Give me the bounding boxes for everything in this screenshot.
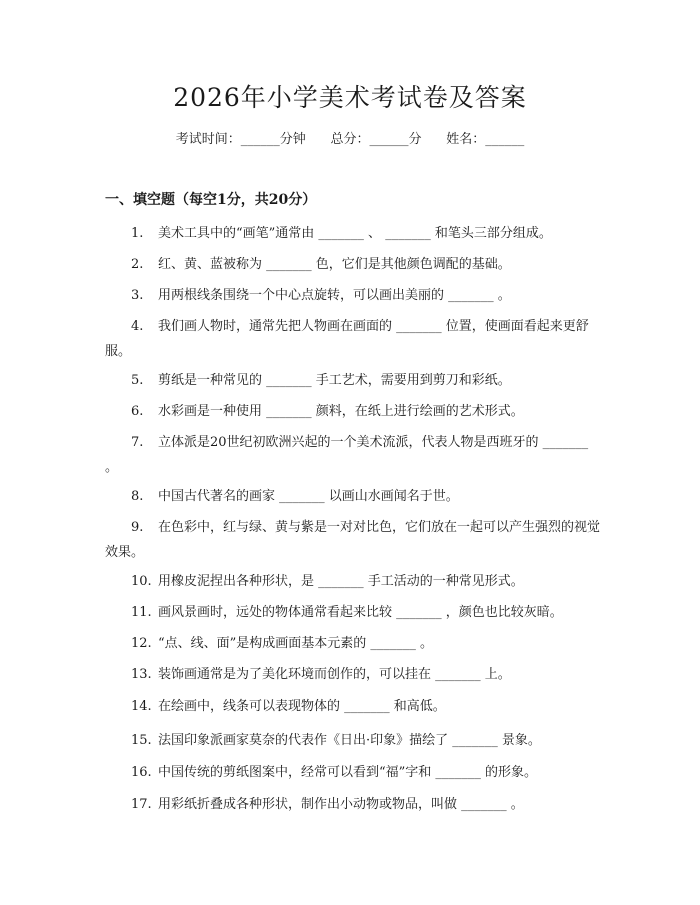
question-text: 美术工具中的“画笔”通常由 _______ 、 _______ 和笔头三部分组成。	[158, 226, 552, 241]
question-text: 装饰画通常是为了美化环境而创作的，可以挂在 _______ 上。	[158, 667, 511, 682]
question-number: 15.	[131, 733, 152, 748]
question-text: 在绘画中，线条可以表现物体的 _______ 和高低。	[158, 699, 446, 714]
question-text: 剪纸是一种常见的 _______ 手工艺术，需要用到剪刀和彩纸。	[158, 373, 511, 388]
question-number: 5.	[131, 373, 144, 388]
question-item	[105, 430, 605, 480]
question-text: 水彩画是一种使用 _______ 颜料，在纸上进行绘画的艺术形式。	[158, 404, 524, 419]
question-number: 16.	[131, 765, 152, 780]
question-item	[105, 283, 605, 308]
question-item	[105, 221, 605, 246]
question-item	[105, 760, 605, 785]
question-item	[105, 399, 605, 424]
question-text: 我们画人物时，通常先把人物画在画面的 _______ 位置，使画面看起来更舒服。	[105, 319, 589, 359]
question-text: 红、黄、蓝被称为 _______ 色，它们是其他颜色调配的基础。	[158, 257, 511, 272]
question-item	[105, 252, 605, 277]
question-text: 用彩纸折叠成各种形状，制作出小动物或物品，叫做 _______ 。	[158, 797, 524, 812]
question-item	[105, 569, 605, 594]
question-item	[105, 600, 605, 625]
question-item	[105, 368, 605, 393]
question-text: “点、线、面”是构成画面基本元素的 _______ 。	[158, 636, 434, 651]
question-number: 6.	[131, 404, 144, 419]
question-text: 用两根线条围绕一个中心点旋转，可以画出美丽的 _______ 。	[158, 288, 511, 303]
page-title: 2026年小学美术考试卷及答案	[173, 83, 527, 112]
question-item	[105, 631, 605, 656]
question-text: 中国传统的剪纸图案中，经常可以看到“福”字和 _______ 的形象。	[158, 765, 538, 780]
question-number: 4.	[131, 319, 144, 334]
question-number: 3.	[131, 288, 144, 303]
question-text: 画风景画时，远处的物体通常看起来比较 _______ ，颜色也比较灰暗。	[158, 605, 563, 620]
question-number: 7.	[131, 435, 144, 450]
section-heading: 一、填空题（每空1分，共20分）	[105, 192, 317, 208]
question-number: 1.	[131, 226, 144, 241]
question-text: 立体派是20世纪初欧洲兴起的一个美术流派，代表人物是西班牙的 _______ 。	[105, 435, 593, 475]
question-number: 14.	[131, 699, 152, 714]
question-item	[105, 484, 605, 509]
question-item	[105, 314, 605, 364]
question-number: 10.	[131, 574, 152, 589]
question-number: 12.	[131, 636, 152, 651]
question-item	[105, 792, 605, 817]
question-text: 在色彩中，红与绿、黄与紫是一对对比色，它们放在一起可以产生强烈的视觉效果。	[105, 520, 601, 560]
question-item	[105, 662, 605, 687]
question-number: 11.	[131, 605, 152, 620]
question-number: 13.	[131, 667, 152, 682]
question-item	[105, 515, 605, 565]
question-item	[105, 728, 605, 753]
question-text: 法国印象派画家莫奈的代表作《日出·印象》描绘了 _______ 景象。	[158, 733, 541, 748]
question-text: 中国古代著名的画家 _______ 以画山水画闻名于世。	[158, 489, 459, 504]
question-number: 9.	[131, 520, 144, 535]
exam-info-line: 考试时间：______分钟 总分：______分 姓名：______	[175, 132, 525, 147]
question-number: 17.	[131, 797, 152, 812]
question-text: 用橡皮泥捏出各种形状，是 _______ 手工活动的一种常见形式。	[158, 574, 524, 589]
question-item	[105, 694, 605, 719]
question-number: 8.	[131, 489, 144, 504]
question-number: 2.	[131, 257, 144, 272]
